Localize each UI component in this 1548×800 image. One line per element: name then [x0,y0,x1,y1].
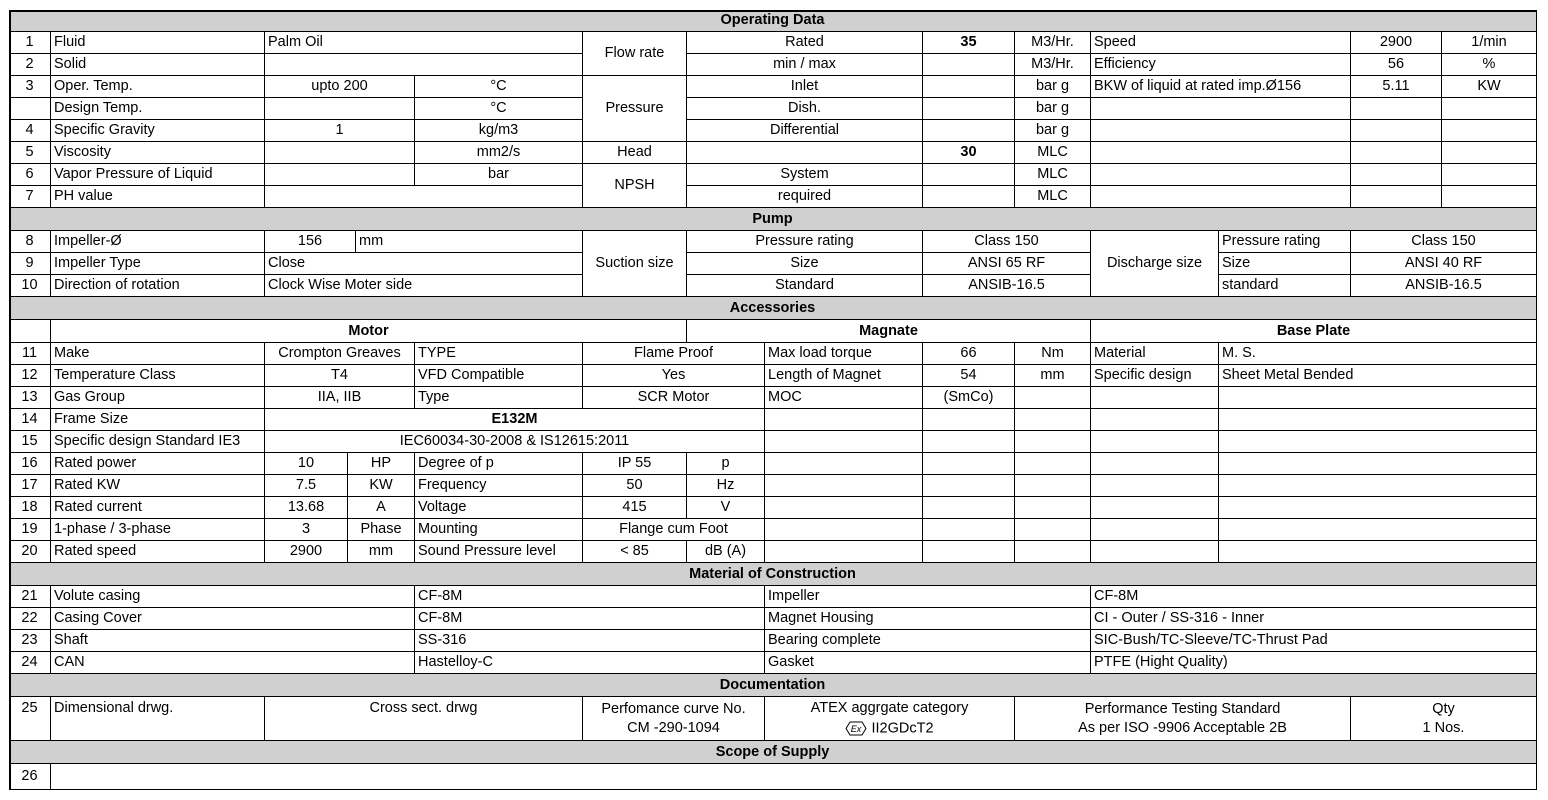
value: Sheet Metal Bended [1219,365,1537,387]
sub-value [923,164,1015,186]
value [1219,541,1537,563]
unit: M3/Hr. [1015,54,1091,76]
label: Make [51,343,265,365]
doc-value-text: 1 Nos. [1422,720,1465,736]
label: Sound Pressure level [415,541,583,563]
row-number [9,98,51,120]
value [1219,475,1537,497]
sub-value: 30 [923,142,1015,164]
unit: MLC [1015,142,1091,164]
row-number: 12 [9,365,51,387]
perf-curve-cell [583,697,765,741]
label-flow-rate: Flow rate [583,32,687,76]
row-number: 25 [9,697,51,741]
unit: bar g [1015,76,1091,98]
row-number: 9 [9,253,51,275]
value [265,142,415,164]
doc-value [845,721,933,736]
row-number [9,320,51,343]
value: 56 [1351,54,1442,76]
label-discharge-size: Discharge size [1091,231,1219,297]
unit: % [1442,54,1537,76]
label [1091,453,1219,475]
unit [1442,164,1537,186]
scope-value [51,764,1537,790]
label: Gas Group [51,387,265,409]
label: Gasket [765,652,1091,674]
section-header-moc: Material of Construction [9,563,1537,586]
row-number: 13 [9,387,51,409]
label: Standard [687,275,923,297]
section-header-operating-data: Operating Data [9,10,1537,32]
value [1351,120,1442,142]
sub-value [923,54,1015,76]
row-number: 26 [9,764,51,790]
row-number: 7 [9,186,51,208]
value: SS-316 [415,630,765,652]
unit: KW [1442,76,1537,98]
subheader-magnate: Magnate [687,320,1091,343]
label: Temperature Class [51,365,265,387]
label: MOC [765,387,923,409]
label-pressure: Pressure [583,76,687,142]
doc-label: Performance Testing Standard [1084,700,1281,717]
value-rotation: Clock Wise Moter side [265,275,583,297]
label: Bearing complete [765,630,1091,652]
label: Magnet Housing [765,608,1091,630]
value: 5.11 [1351,76,1442,98]
qty-cell [1351,697,1537,741]
sub-label: Rated [687,32,923,54]
row-number: 2 [9,54,51,76]
row-number: 11 [9,343,51,365]
label [765,453,923,475]
label-vapor-pressure: Vapor Pressure of Liquid [51,164,265,186]
value-fluid: Palm Oil [265,32,583,54]
sub-value [923,120,1015,142]
label-npsh: NPSH [583,164,687,208]
value-oper-temp: upto 200 [265,76,415,98]
value: SIC-Bush/TC-Sleeve/TC-Thrust Pad [1091,630,1537,652]
label-frame-size: Frame Size [51,409,265,431]
label [1091,409,1219,431]
row-number: 1 [9,32,51,54]
label [1091,475,1219,497]
label: Size [1219,253,1351,275]
value-solid [265,54,583,76]
label: Max load torque [765,343,923,365]
label [1091,164,1351,186]
unit: dB (A) [687,541,765,563]
row-number: 14 [9,409,51,431]
row-number: 19 [9,519,51,541]
unit: °C [415,76,583,98]
row-number: 18 [9,497,51,519]
doc-value-text: II2GDcT2 [871,719,934,736]
value: ANSI 65 RF [923,253,1091,275]
label: Volute casing [51,586,415,608]
value [923,409,1015,431]
value [265,186,583,208]
value: Flame Proof [583,343,765,365]
sub-value [923,186,1015,208]
doc-value [1423,721,1465,736]
label [1091,541,1219,563]
unit: KW [348,475,415,497]
value: CI - Outer / SS-316 - Inner [1091,608,1537,630]
section-header-documentation: Documentation [9,674,1537,697]
value: 7.5 [265,475,348,497]
label: Mounting [415,519,583,541]
doc-label: Qty [1432,700,1455,717]
label-impeller-dia: Impeller-Ø [51,231,265,253]
value: < 85 [583,541,687,563]
label: Frequency [415,475,583,497]
row-number: 6 [9,164,51,186]
unit: bar [415,164,583,186]
sub-label: Dish. [687,98,923,120]
value [923,431,1015,453]
label: Rated KW [51,475,265,497]
sub-label: min / max [687,54,923,76]
unit: HP [348,453,415,475]
value [1351,98,1442,120]
label: Specific design [1091,365,1219,387]
value: T4 [265,365,415,387]
unit: mm [348,541,415,563]
label [765,431,923,453]
value [923,519,1015,541]
label: BKW of liquid at rated imp.Ø156 [1091,76,1351,98]
value-frame-size: E132M [265,409,765,431]
value [265,164,415,186]
value: Flange cum Foot [583,519,765,541]
doc-value [627,721,720,736]
row-number: 3 [9,76,51,98]
unit: Nm [1015,343,1091,365]
value: 415 [583,497,687,519]
atex-ex-icon [845,721,867,736]
label: Voltage [415,497,583,519]
row-number: 4 [9,120,51,142]
unit: mm [1015,365,1091,387]
section-header-pump: Pump [9,208,1537,231]
label: Efficiency [1091,54,1351,76]
label [765,519,923,541]
label [1091,431,1219,453]
doc-value [1078,721,1287,736]
value-impeller-dia: 156 [265,231,356,253]
unit: p [687,453,765,475]
value: Crompton Greaves [265,343,415,365]
label: Pressure rating [687,231,923,253]
unit [1015,409,1091,431]
unit: mm2/s [415,142,583,164]
label-oper-temp: Oper. Temp. [51,76,265,98]
value: 66 [923,343,1015,365]
value: IIA, IIB [265,387,415,409]
value-impeller-type: Close [265,253,583,275]
label: standard [1219,275,1351,297]
value [923,475,1015,497]
svg-text:Ex: Ex [851,723,862,734]
unit [1015,475,1091,497]
label-ph-value: PH value [51,186,265,208]
unit: °C [415,98,583,120]
value [1219,497,1537,519]
label: 1-phase / 3-phase [51,519,265,541]
label [765,475,923,497]
label-solid: Solid [51,54,265,76]
value: CF-8M [1091,586,1537,608]
label [1091,497,1219,519]
label [1091,120,1351,142]
row-number: 20 [9,541,51,563]
label: Speed [1091,32,1351,54]
unit: M3/Hr. [1015,32,1091,54]
section-header-accessories: Accessories [9,297,1537,320]
unit: MLC [1015,186,1091,208]
sub-label: Inlet [687,76,923,98]
label: Rated power [51,453,265,475]
label: Shaft [51,630,415,652]
unit [1015,541,1091,563]
unit: A [348,497,415,519]
value: 2900 [265,541,348,563]
subheader-motor: Motor [51,320,687,343]
value: Class 150 [1351,231,1537,253]
value: ANSI 40 RF [1351,253,1537,275]
value: 3 [265,519,348,541]
row-number: 22 [9,608,51,630]
unit: MLC [1015,164,1091,186]
doc-value-text: CM -290-1094 [627,720,720,736]
value [1219,387,1537,409]
value: 10 [265,453,348,475]
sub-label: Differential [687,120,923,142]
testing-standard-cell [1015,697,1351,741]
unit: mm [356,231,583,253]
value-spec-standard: IEC60034-30-2008 & IS12615:2011 [265,431,765,453]
label-rotation: Direction of rotation [51,275,265,297]
value [265,98,415,120]
label [1091,186,1351,208]
doc-label: ATEX aggrgate category [810,700,969,717]
row-number: 5 [9,142,51,164]
label: Degree of p [415,453,583,475]
doc-value-text: As per ISO -9906 Acceptable 2B [1078,720,1287,736]
subheader-base-plate: Base Plate [1091,320,1537,343]
unit [1015,387,1091,409]
value: Class 150 [923,231,1091,253]
unit: V [687,497,765,519]
label: Rated current [51,497,265,519]
unit: kg/m3 [415,120,583,142]
label-head: Head [583,142,687,164]
value: ANSIB-16.5 [923,275,1091,297]
unit [1015,497,1091,519]
value: IP 55 [583,453,687,475]
sub-value [923,76,1015,98]
label-specific-gravity: Specific Gravity [51,120,265,142]
label-fluid: Fluid [51,32,265,54]
section-header-scope: Scope of Supply [9,741,1537,764]
value: 13.68 [265,497,348,519]
label: Pressure rating [1219,231,1351,253]
atex-cell [765,697,1015,741]
unit [1015,453,1091,475]
label: Material [1091,343,1219,365]
unit [1442,142,1537,164]
unit [1015,519,1091,541]
row-number: 23 [9,630,51,652]
row-number: 15 [9,431,51,453]
value [923,497,1015,519]
label: Impeller [765,586,1091,608]
row-number: 21 [9,586,51,608]
value-specific-gravity: 1 [265,120,415,142]
value [923,453,1015,475]
label: Size [687,253,923,275]
unit [1015,431,1091,453]
value [1219,431,1537,453]
label [765,497,923,519]
label: CAN [51,652,415,674]
label: Casing Cover [51,608,415,630]
row-number: 17 [9,475,51,497]
label: VFD Compatible [415,365,583,387]
value [1351,186,1442,208]
unit: bar g [1015,98,1091,120]
value: 2900 [1351,32,1442,54]
sub-value [923,98,1015,120]
value: M. S. [1219,343,1537,365]
label-cross-section: Cross sect. drwg [265,697,583,741]
label-design-temp: Design Temp. [51,98,265,120]
value [1351,164,1442,186]
label [1091,98,1351,120]
unit: Phase [348,519,415,541]
value: Hastelloy-C [415,652,765,674]
unit: Hz [687,475,765,497]
value: PTFE (Hight Quality) [1091,652,1537,674]
unit: 1/min [1442,32,1537,54]
label: Type [415,387,583,409]
value: 54 [923,365,1015,387]
label: TYPE [415,343,583,365]
sub-label: System [687,164,923,186]
label: Length of Magnet [765,365,923,387]
value: ANSIB-16.5 [1351,275,1537,297]
value: (SmCo) [923,387,1015,409]
row-number: 10 [9,275,51,297]
sub-value: 35 [923,32,1015,54]
value [1219,519,1537,541]
label [1091,519,1219,541]
value [1351,142,1442,164]
unit [1442,98,1537,120]
row-number: 16 [9,453,51,475]
row-number: 24 [9,652,51,674]
value [1219,453,1537,475]
label [765,409,923,431]
value: CF-8M [415,586,765,608]
value: CF-8M [415,608,765,630]
value: SCR Motor [583,387,765,409]
label [1091,142,1351,164]
value [923,541,1015,563]
label [765,541,923,563]
value: 50 [583,475,687,497]
label-dimensional-drawing: Dimensional drwg. [51,697,265,741]
sub-label: required [687,186,923,208]
datasheet-table [9,10,1537,790]
label-viscosity: Viscosity [51,142,265,164]
sub-label [687,142,923,164]
value: Yes [583,365,765,387]
doc-label: Perfomance curve No. [601,700,746,717]
unit [1442,186,1537,208]
label-impeller-type: Impeller Type [51,253,265,275]
label [1091,387,1219,409]
row-number: 8 [9,231,51,253]
value [1219,409,1537,431]
label-spec-standard: Specific design Standard IE3 [51,431,265,453]
label: Rated speed [51,541,265,563]
unit: bar g [1015,120,1091,142]
unit [1442,120,1537,142]
label-suction-size: Suction size [583,231,687,297]
